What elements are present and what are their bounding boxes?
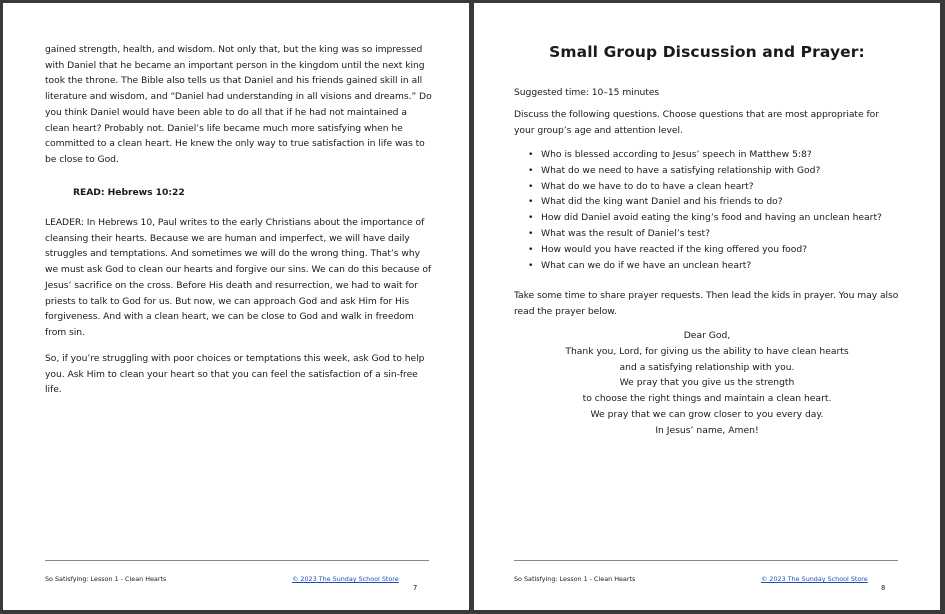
bullet-icon: • xyxy=(528,259,534,271)
footer-copyright-link[interactable]: © 2023 The Sunday School Store xyxy=(761,575,868,583)
prayer-line: Thank you, Lord, for giving us the ability to have clean hearts xyxy=(565,345,849,357)
page-title: Small Group Discussion and Prayer: xyxy=(549,43,865,61)
footer-divider xyxy=(45,560,429,561)
prayer-line: and a satisfying relationship with you. xyxy=(619,361,795,373)
page-number: 8 xyxy=(881,584,886,592)
bullet-icon: • xyxy=(528,243,534,255)
footer-divider xyxy=(514,560,898,561)
scripture-reading: READ: Hebrews 10:22 xyxy=(73,187,185,198)
paragraph-leader: LEADER: In Hebrews 10, Paul writes to the early Christians about the importance of cleansing their hearts. Because we are human and imperfect, we will have daily struggles and temptations. And sometimes we will do the wrong thing. That’s why we must ask God to clean our hearts and forgive our sins. We can do this because of Jesus’ sacrifice on the cross. Before His death and resurrection, we had to wait for priests to talk to God for us. But now, we can approach God and ask Him for His forgiveness. And with a clean heart, we can be close to God and walk in freedom from sin. xyxy=(45,217,432,338)
prayer-line: In Jesus’ name, Amen! xyxy=(655,424,759,436)
list-item xyxy=(514,226,914,242)
question-text: What was the result of Daniel’s test? xyxy=(541,227,711,239)
list-item xyxy=(514,194,914,210)
prayer-text xyxy=(474,328,940,439)
bullet-icon: • xyxy=(528,212,534,224)
question-text: What did the king want Daniel and his friends to do? xyxy=(541,196,783,208)
page-number: 7 xyxy=(413,584,418,592)
prayer-line: to choose the right things and maintain a clean heart. xyxy=(582,393,832,405)
prayer-line: We pray that you give us the strength xyxy=(619,377,795,389)
question-text: What can we do if we have an unclean heart? xyxy=(541,259,752,271)
footer-copyright-link[interactable]: © 2023 The Sunday School Store xyxy=(292,575,399,583)
prayer-instructions: Take some time to share prayer requests. Then lead the kids in prayer. You may also read the prayer below. xyxy=(514,290,899,317)
document-page-7 xyxy=(3,3,469,610)
list-item xyxy=(514,210,914,226)
question-text: What do we have to do to have a clean heart? xyxy=(541,180,754,192)
footer-lesson-title: So Satisfying: Lesson 1 - Clean Hearts xyxy=(45,575,167,583)
discussion-questions xyxy=(514,147,914,273)
suggested-time: Suggested time: 10–15 minutes xyxy=(514,87,660,98)
bullet-icon: • xyxy=(528,149,534,160)
question-text: Who is blessed according to Jesus’ speech in Matthew 5:8? xyxy=(541,149,812,160)
list-item xyxy=(514,147,914,163)
question-text: How would you have reacted if the king offered you food? xyxy=(541,243,808,255)
question-text: What do we need to have a satisfying relationship with God? xyxy=(541,164,821,176)
list-item xyxy=(514,242,914,258)
list-item xyxy=(514,163,914,179)
document-page-8 xyxy=(474,3,940,610)
prayer-line: We pray that we can grow closer to you every day. xyxy=(590,408,824,420)
bullet-icon: • xyxy=(528,227,534,239)
question-text: How did Daniel avoid eating the king’s food and having an unclean heart? xyxy=(541,212,882,224)
paragraph-application: So, if you’re struggling with poor choices or temptations this week, ask God to help you. Ask Him to clean your heart so that you can feel the satisfaction of a sin-free life. xyxy=(45,353,425,396)
list-item xyxy=(514,179,914,195)
footer-lesson-title: So Satisfying: Lesson 1 - Clean Hearts xyxy=(514,575,636,583)
bullet-icon: • xyxy=(528,180,534,192)
prayer-line: Dear God, xyxy=(683,330,731,341)
discussion-intro: Discuss the following questions. Choose questions that are most appropriate for your group’s age and attention level. xyxy=(514,109,879,136)
paragraph-daniel-summary: gained strength, health, and wisdom. Not only that, but the king was so impressed with Daniel that he became an important person in the kingdom until the next king took the throne. The Bible also tells us that Daniel and his friends gained skill in all literature and wisdom, and “Daniel had understanding in all visions and dreams.” Do you think Daniel would have been able to do all that if he had not maintained a clean heart? Probably not. Daniel’s life became much more satisfying when he committed to a clean heart. He knew the only way to true satisfaction in life was to be close to God. xyxy=(45,44,432,165)
bullet-icon: • xyxy=(528,196,534,208)
bullet-icon: • xyxy=(528,164,534,176)
list-item xyxy=(514,258,914,274)
